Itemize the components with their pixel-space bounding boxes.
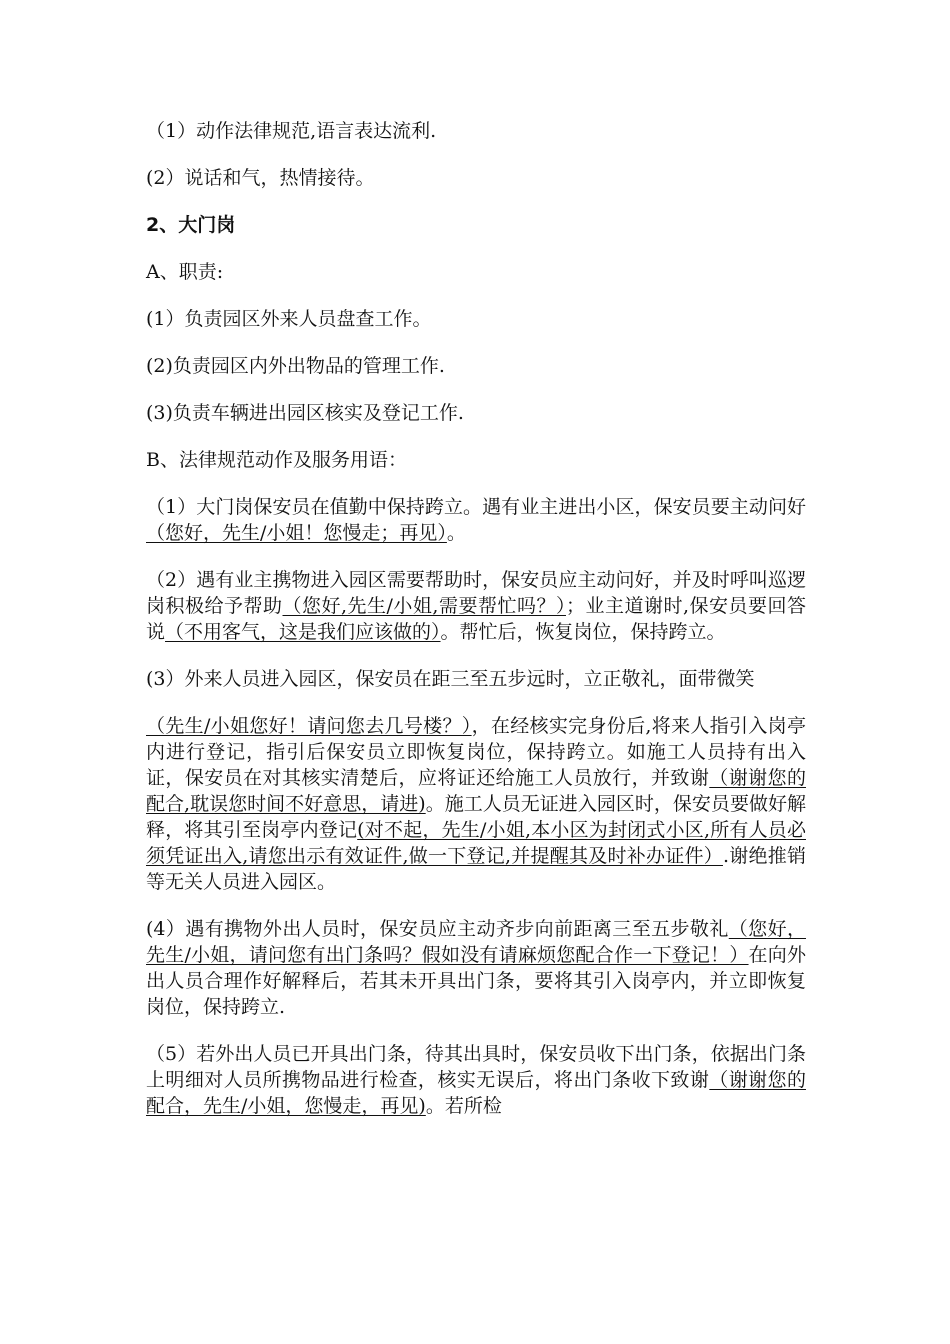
paragraph <box>146 1041 806 1119</box>
text-segment: （1）大门岗保安员在值勤中保持跨立。遇有业主进出小区，保安员要主动问好 <box>146 496 806 518</box>
text-segment: (3）外来人员进入园区，保安员在距三至五步远时，立正敬礼，面带微笑 <box>146 668 755 690</box>
text-segment: A、职责: <box>146 261 224 283</box>
text-segment: （5）若外出人员已开具出门条，待其出具时，保安员收下出门条，依据出门条上明细对人员所携物品进行检查，核实无误后，将出门条收下致谢 <box>146 1043 806 1091</box>
underlined-phrase: （谢谢您的配合，先生/小姐，您慢走，再见) <box>146 1069 806 1117</box>
underlined-phrase: （先生/小姐您好！请问您去几号楼？） <box>146 715 472 737</box>
text-segment: 。 <box>446 522 466 544</box>
text-segment: B、法律规范动作及服务用语： <box>146 449 407 471</box>
underlined-phrase: （您好，先生/小姐！您慢走；再见） <box>146 522 447 544</box>
text-segment: (2)负责园区内外出物品的管理工作. <box>146 355 445 377</box>
paragraph <box>146 494 806 546</box>
section-heading <box>146 212 806 238</box>
underlined-phrase: （您好,先生/小姐,需要帮忙吗？） <box>282 595 566 617</box>
text-segment: 。施工人员无证进入园区时，保安员要做好解释，将其引至岗亭内登记 <box>146 793 806 841</box>
paragraph <box>146 447 806 473</box>
text-segment: ；业主道谢时,保安员要回答说 <box>146 595 806 643</box>
paragraph <box>146 353 806 379</box>
paragraph <box>146 400 806 426</box>
paragraph <box>146 118 806 144</box>
paragraph <box>146 916 806 1020</box>
text-segment: ，在经核实完身份后,将来人指引入岗亭内进行登记，指引后保安员立即恢复岗位，保持跨立。如施工人员持有出入证，保安员在对其核实清楚后，应将证还给施工人员放行，并致谢 <box>146 715 807 789</box>
paragraph <box>146 165 806 191</box>
text-segment: 2、大门岗 <box>146 214 236 236</box>
text-segment: (4）遇有携物外出人员时，保安员应主动齐步向前距离三至五步敬礼 <box>146 918 729 940</box>
paragraph <box>146 259 806 285</box>
text-segment: (1）负责园区外来人员盘查工作。 <box>146 308 432 330</box>
text-segment: 在向外出人员合理作好解释后，若其未开具出门条，要将其引入岗亭内，并立即恢复岗位，保持跨立. <box>146 944 806 1018</box>
text-segment: (2）说话和气，热情接待。 <box>146 167 375 189</box>
underlined-phrase: （不用客气，这是我们应该做的） <box>165 621 441 643</box>
paragraph <box>146 666 806 692</box>
paragraph <box>146 713 806 895</box>
text-segment: （2）遇有业主携物进入园区需要帮助时，保安员应主动问好，并及时呼叫巡逻岗积极给予帮助 <box>146 569 806 617</box>
underlined-phrase: （您好，先生/小姐，请问您有出门条吗？假如没有请麻烦您配合作一下登记！） <box>146 918 806 966</box>
paragraph <box>146 306 806 332</box>
document-page <box>146 118 806 1140</box>
text-segment: .谢绝推销等无关人员进入园区。 <box>146 845 806 893</box>
text-segment: 。若所检 <box>425 1095 502 1117</box>
text-segment: （1）动作法律规范,语言表达流利. <box>146 120 437 142</box>
text-segment: (3)负责车辆进出园区核实及登记工作. <box>146 402 464 424</box>
paragraph <box>146 567 806 645</box>
text-segment: 。帮忙后，恢复岗位，保持跨立。 <box>440 621 726 643</box>
underlined-phrase: （谢谢您的配合,耽误您时间不好意思，请进) <box>146 767 806 815</box>
underlined-phrase: (对不起，先生/小姐,本小区为封闭式小区,所有人员必须凭证出入,请您出示有效证件,做一下登记,并提醒其及时补办证件） <box>146 819 806 867</box>
